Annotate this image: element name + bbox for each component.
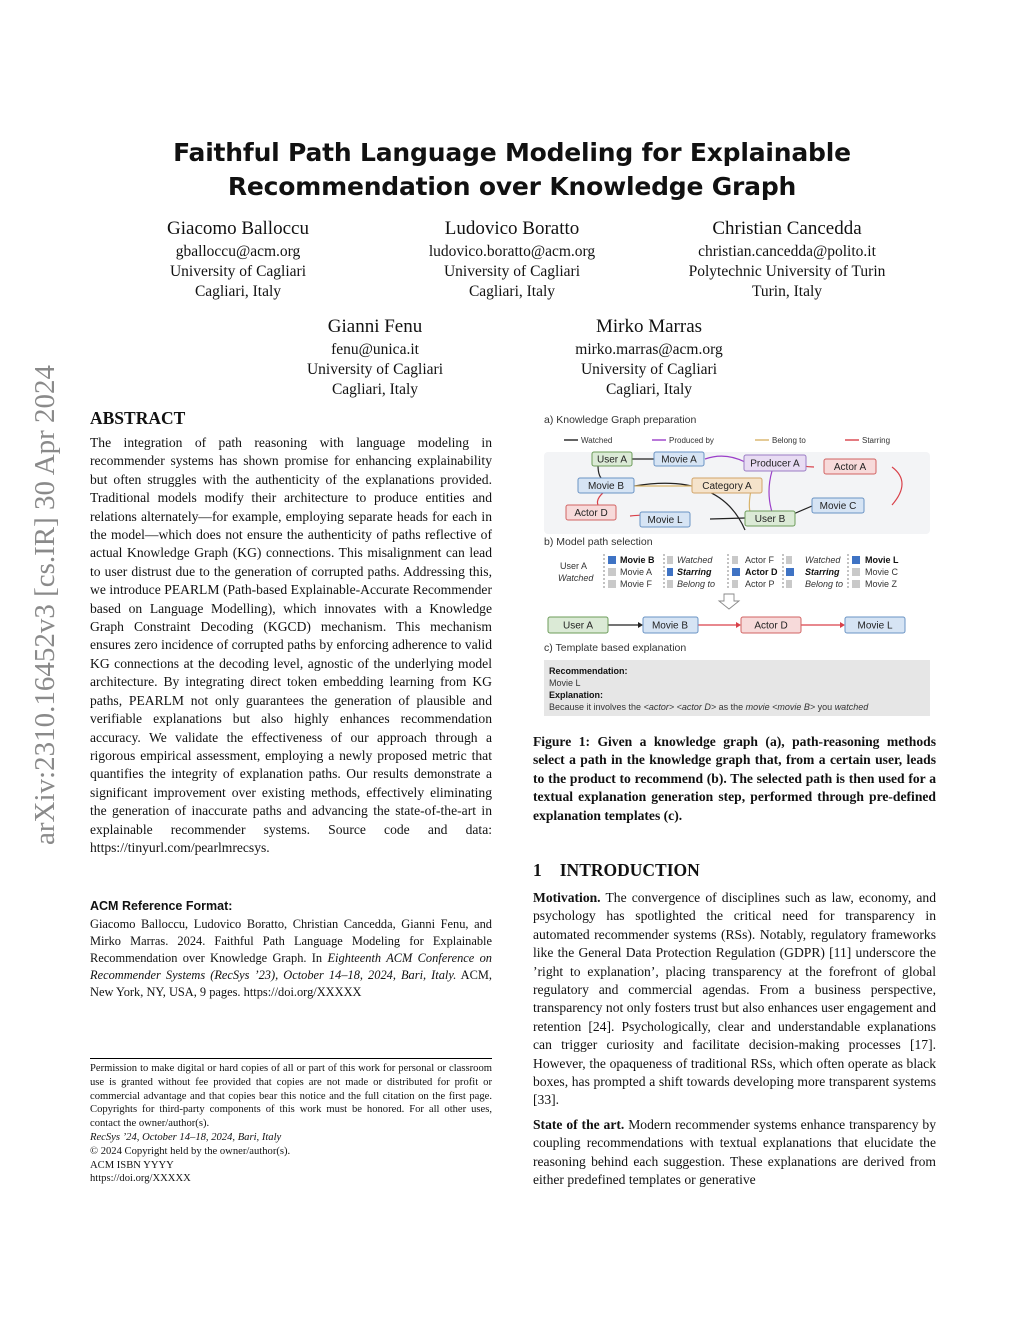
col3-item-1: Actor F	[745, 555, 775, 565]
motivation-lead: Motivation.	[533, 890, 601, 905]
author-affiliation: Polytechnic University of Turin	[688, 263, 886, 280]
author-email: mirko.marras@acm.org	[575, 341, 723, 358]
state-lead: State of the art.	[533, 1116, 625, 1132]
exp-part-3: as the	[716, 702, 746, 712]
node-category-a: Category A	[702, 481, 752, 492]
author-email: gballoccu@acm.org	[175, 243, 301, 260]
rec-label: Recommendation:	[549, 666, 628, 676]
legend-produced-by: Produced by	[669, 436, 714, 445]
motivation-text: The convergence of disciplines such as law, economy, and psychology has spotlighted the critical need for transparency in automated recommender systems (RSs). Notably, regulatory frameworks like the General Data Protection Regulation (GDPR) [11] underscore the ’right to explanation’, placing transparency at the forefront of global regulatory and commercial agendas. From a business perspective, transparency not only fosters trust but also enhances user engagement and retention [24]. Psychologically, clear and understandable explanations can trigger curiosity and facilitate decision-making processes [17]. However, the opaqueness of traditional RSs, which often operate as black boxes, has prompted a shift towards developing more transparent systems [33].	[533, 890, 936, 1108]
author-email: christian.cancedda@polito.it	[698, 243, 876, 260]
figure-b-label: b) Model path selection	[544, 536, 653, 548]
exp-part-2: <actor> <actor D>	[643, 702, 717, 712]
author-location: Turin, Italy	[751, 283, 823, 300]
title-line-1: Faithful Path Language Modeling for Explainable	[173, 138, 851, 167]
col3-item-2: Actor D	[745, 567, 778, 577]
author-block	[637, 216, 937, 302]
author-name: Gianni Fenu	[327, 316, 423, 337]
col4-item-1: Watched	[805, 555, 841, 565]
col5-item-3: Movie Z	[865, 579, 898, 589]
legend-watched: Watched	[581, 436, 613, 445]
exp-part-1: Because it involves the	[549, 702, 644, 712]
node-movie-l: Movie L	[647, 515, 683, 526]
legend	[564, 436, 890, 445]
permission-notice	[90, 1062, 492, 1186]
intro-body	[533, 889, 936, 1190]
down-arrow-icon	[719, 594, 739, 609]
author-email: fenu@unica.it	[331, 341, 419, 358]
author-email: ludovico.boratto@acm.org	[428, 243, 596, 260]
legend-starring: Starring	[862, 436, 891, 445]
acm-reference	[90, 916, 492, 1001]
author-affiliation: University of Cagliari	[169, 263, 307, 280]
selection-start-relation: Watched	[558, 573, 594, 583]
path-node-4: Movie L	[857, 620, 893, 632]
author-block	[499, 314, 799, 400]
node-actor-a: Actor A	[833, 462, 867, 473]
col2-item-1: Watched	[677, 555, 713, 565]
motivation-paragraph	[533, 889, 936, 1110]
col2-item-2: Starring	[677, 567, 712, 577]
exp-label: Explanation:	[549, 690, 604, 700]
permission-copyright: © 2024 Copyright held by the owner/author(s).	[90, 1145, 291, 1157]
col4-item-3: Belong to	[805, 579, 844, 589]
exp-part-5: you	[815, 702, 835, 712]
permission-text: Permission to make digital or hard copies of all or part of this work for personal or classroom use is granted without fee provided that copies are not made or distributed for profit or commercial advantage and that copies bear this notice and the full citation on the first page. Copyrights for third-party components of this work must be honored. For all other uses, contact the owner/author(s).	[90, 1063, 492, 1130]
paper-title	[120, 136, 904, 204]
path-node-1: User A	[562, 620, 594, 632]
figure-caption: Figure 1: Given a knowledge graph (a), path-reasoning methods select a path in the knowledge graph that, from a certain user, leads to the product to recommend (b). The selected path is then used for a textual explanation generation step, performed through pre-defined explanation templates (c).	[533, 734, 936, 823]
state-text: Modern recommender systems enhance transparency by coupling recommendations with textual explanations that elucidate the reasoning behind each suggestion. These explanations are derived from either predefined templates or generative	[533, 1116, 936, 1188]
col5-item-2: Movie C	[865, 567, 899, 577]
title-line-2: Recommendation over Knowledge Graph	[227, 172, 797, 201]
author-location: Cagliari, Italy	[605, 381, 693, 398]
node-user-a: User A	[596, 454, 628, 466]
author-affiliation: University of Cagliari	[580, 361, 718, 378]
rec-value: Movie L	[549, 678, 581, 688]
path-selection	[558, 554, 899, 609]
figure-a-label: a) Knowledge Graph preparation	[544, 414, 697, 426]
author-location: Cagliari, Italy	[468, 283, 556, 300]
abstract-body: The integration of path reasoning with language modeling in recommender systems has shown promise for enhancing explainability but often struggles with the authenticity of the explanations provided. Traditional models modify their architecture to produce entities and relations alternately—for example, employing separate heads for each in the model—which does not ensure the authenticity of paths reflective of actual Knowledge Graph (KG) connections. This misalignment can lead to user distrust due to the generation of corrupted paths. Addressing this, we introduce PEARLM (Path-based Explainable-Accurate Recommender based on Language Modelling), which innovates with a Knowledge Graph Constraint Decoding (KGCD) mechanism. This mechanism ensures zero incidence of corrupted paths by enforcing adherence to valid KG connections at the decoding level, agnostic of the underlying model architecture. By integrating direct token embedding learning from KG paths, PEARLM not only guarantees the generation of plausible and verifiable explanations but also highly enhances recommendation accuracy. We validate the effectiveness of our approach through a rigorous empirical assessment, employing a newly proposed metric that quantifies the integrity of explanation paths. Our results demonstrate a significant improvement over existing methods, effectively eliminating the generation of inaccurate paths and advancing the state-of-the-art in explainable recommender systems. Source code and data: https://tinyurl.com/pearlmrecsys.	[90, 435, 492, 855]
node-actor-d: Actor D	[574, 508, 608, 519]
col1-item-2: Movie A	[620, 567, 653, 577]
selected-path	[548, 617, 905, 633]
col1-item-3: Movie F	[620, 579, 653, 589]
permission-venue: RecSys ’24, October 14–18, 2024, Bari, Italy	[90, 1131, 282, 1143]
author-name: Giacomo Balloccu	[167, 218, 309, 239]
author-block	[362, 216, 662, 302]
col1-item-1: Movie B	[620, 555, 655, 565]
acm-reference-heading: ACM Reference Format:	[90, 899, 233, 913]
author-block	[88, 216, 388, 302]
footnote-rule	[90, 1058, 492, 1059]
arxiv-identifier: arXiv:2310.16452v3 [cs.IR] 30 Apr 2024	[29, 364, 61, 845]
intro-title: INTRODUCTION	[559, 860, 700, 880]
author-name: Mirko Marras	[595, 316, 703, 337]
node-producer-a: Producer A	[750, 458, 800, 470]
legend-belong-to: Belong to	[772, 436, 806, 445]
node-movie-c: Movie C	[819, 501, 857, 512]
intro-number: 1	[533, 860, 542, 880]
path-node-2: Movie B	[651, 620, 689, 632]
author-name: Christian Cancedda	[712, 218, 862, 239]
author-location: Cagliari, Italy	[194, 283, 282, 300]
figure-1	[540, 412, 934, 730]
exp-sentence	[549, 702, 869, 712]
path-node-3: Actor D	[754, 620, 788, 632]
author-block	[225, 314, 525, 400]
col4-item-2: Starring	[805, 567, 840, 577]
col3-item-3: Actor P	[745, 579, 775, 589]
exp-part-6: watched	[834, 702, 869, 712]
intro-heading	[533, 860, 700, 881]
abstract-heading: ABSTRACT	[90, 408, 186, 428]
col2-item-3: Belong to	[677, 579, 716, 589]
figure-1-diagram	[540, 412, 934, 730]
author-name: Ludovico Boratto	[444, 218, 580, 239]
acm-ref-text: Giacomo Balloccu, Ludovico Boratto, Christian Cancedda, Gianni Fenu, and Mirko Marras. 2024. Faithful Path Language Modeling for Explainable Recommendation over Knowledge Graph. In	[90, 917, 492, 965]
permission-isbn: ACM ISBN YYYY	[90, 1159, 174, 1171]
author-location: Cagliari, Italy	[331, 381, 419, 398]
acm-ref-text-end: ACM, New York, NY, USA, 9 pages. https://doi.org/XXXXX	[90, 968, 492, 999]
col5-item-1: Movie L	[865, 555, 899, 565]
node-user-b: User B	[754, 514, 786, 525]
figure-c-label: c) Template based explanation	[544, 642, 687, 654]
selection-start-user: User A	[560, 561, 588, 571]
state-paragraph	[533, 1116, 936, 1190]
node-movie-b: Movie B	[587, 481, 625, 492]
exp-part-4: movie <movie B>	[745, 702, 816, 712]
acm-ref-venue: Eighteenth ACM Conference on Recommender Systems (RecSys ’23), October 14–18, 2024, Bari, Italy.	[90, 951, 492, 982]
author-affiliation: University of Cagliari	[306, 361, 444, 378]
permission-doi: https://doi.org/XXXXX	[90, 1173, 191, 1185]
node-movie-a: Movie A	[661, 454, 697, 466]
author-affiliation: University of Cagliari	[443, 263, 581, 280]
